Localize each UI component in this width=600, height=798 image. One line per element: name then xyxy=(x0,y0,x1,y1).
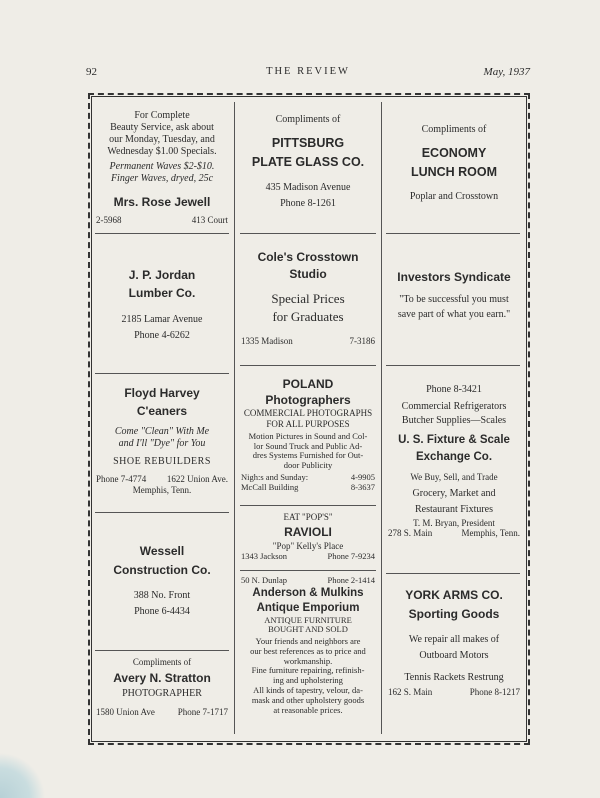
phone: Phone 7-4774 xyxy=(96,474,147,484)
phone: Phone 7-9234 xyxy=(327,550,375,561)
address: 1580 Union Ave xyxy=(96,707,155,718)
ad-york-arms xyxy=(384,586,524,698)
ad-text: Commercial Refrigerators xyxy=(401,401,507,412)
ad-text: door Publicity xyxy=(283,460,333,471)
phone: 7-3186 xyxy=(349,336,375,347)
phone: Phone 8-3421 xyxy=(426,384,482,395)
ad-text: Beauty Service, ask about xyxy=(110,122,214,133)
ad-divider xyxy=(240,365,376,366)
business-name: Cole's Crosstown xyxy=(257,250,359,264)
ad-text: our Monday, Tuesday, and xyxy=(109,134,215,145)
ad-text: We repair all makes of xyxy=(408,634,500,646)
phone: 2-5968 xyxy=(96,215,122,226)
ad-divider xyxy=(95,373,229,374)
business-name: RAVIOLI xyxy=(284,524,332,539)
business-name: LUNCH ROOM xyxy=(410,165,498,180)
ad-text: COMMERCIAL PHOTOGRAPHS xyxy=(243,408,373,419)
business-name: PLATE GLASS CO. xyxy=(251,154,365,169)
city: Memphis, Tenn. xyxy=(132,484,192,495)
address: 413 Court xyxy=(191,215,228,226)
ad-divider xyxy=(95,512,229,513)
ad-wessell xyxy=(92,542,232,620)
business-name: U. S. Fixture & Scale xyxy=(398,434,510,446)
ad-avery-stratton xyxy=(92,657,232,718)
ad-pittsburg-plate-glass xyxy=(237,114,379,212)
ad-divider xyxy=(95,650,229,651)
address: 388 No. Front xyxy=(133,590,191,602)
business-name: Construction Co. xyxy=(113,563,211,578)
page-header xyxy=(86,66,530,82)
ad-text: All kinds of tapestry, velour, da- xyxy=(253,685,363,695)
business-name: J. P. Jordan xyxy=(128,268,196,282)
business-name: Exchange Co. xyxy=(415,450,493,463)
business-name: Investors Syndicate xyxy=(397,270,511,284)
address: 162 S. Main xyxy=(388,687,433,698)
ad-text: Outboard Motors xyxy=(419,650,489,662)
ad-text: Special Prices xyxy=(271,290,345,306)
business-name: C'eaners xyxy=(136,404,188,418)
phone: Phone 6-4434 xyxy=(134,606,190,618)
ad-text: "Pop" Kelly's Place xyxy=(272,541,344,552)
business-name: Floyd Harvey xyxy=(124,386,200,400)
ad-text: Your friends and neighbors are xyxy=(255,636,361,647)
ad-text: ANTIQUE FURNITURE xyxy=(264,614,352,625)
ad-investors-syndicate xyxy=(384,270,524,322)
address: 2185 Lamar Avenue xyxy=(121,314,203,325)
phone: 8-3637 xyxy=(350,481,375,492)
ad-economy-lunch-room xyxy=(384,124,524,203)
ad-divider xyxy=(240,570,376,571)
address: Poplar and Crosstown xyxy=(409,190,499,202)
phone: Phone 4-6262 xyxy=(134,330,190,341)
ad-divider xyxy=(240,233,376,234)
business-name: Mrs. Rose Jewell xyxy=(113,195,211,209)
publication-title: THE REVIEW xyxy=(266,66,350,77)
ad-pops-ravioli xyxy=(237,512,379,562)
ad-text: workmanship. xyxy=(283,655,333,666)
phone: Phone 7-1717 xyxy=(177,707,228,718)
ad-text: "To be successful you must xyxy=(399,294,509,306)
ad-divider xyxy=(95,233,229,234)
ad-text: Come "Clean" With Me xyxy=(114,426,210,437)
ad-divider xyxy=(386,233,520,234)
ad-text: mask and other upholstery goods xyxy=(251,694,365,705)
ad-text: PHOTOGRAPHER xyxy=(122,688,202,700)
business-name: Studio xyxy=(289,267,327,282)
ad-text: Compliments of xyxy=(275,114,341,125)
business-name: POLAND xyxy=(282,377,334,391)
business-name: Anderson & Mulkins xyxy=(252,586,364,599)
ad-text: our best references as to price and xyxy=(250,645,366,656)
ad-text: Fine furniture repairing, refinish- xyxy=(251,665,365,676)
ad-text: for Graduates xyxy=(272,308,344,324)
ad-text: Nigh:s and Sunday: xyxy=(241,471,309,482)
ad-text: EAT "POP'S" xyxy=(283,512,333,522)
address: 278 S. Main xyxy=(388,528,433,539)
column-divider xyxy=(381,102,382,734)
ad-text: dres Systems Furnished for Out- xyxy=(252,450,364,461)
issue-date: May, 1937 xyxy=(483,66,530,78)
ad-text: We Buy, Sell, and Trade xyxy=(410,472,498,483)
phone: Phone 8-1261 xyxy=(280,197,336,209)
address: 1622 Union Ave. xyxy=(166,474,228,484)
ad-text: and I'll "Dye" for You xyxy=(118,438,206,449)
business-name: PITTSBURG xyxy=(271,136,345,150)
phone: Phone 2-1414 xyxy=(327,575,375,585)
ad-text: Restaurant Fixtures xyxy=(414,503,494,515)
ad-jp-jordan xyxy=(92,266,232,344)
address: 1343 Jackson xyxy=(241,550,288,561)
ad-text: lor Sound Truck and Public Ad- xyxy=(253,440,363,451)
ad-poland-photographers xyxy=(237,377,379,492)
page-number: 92 xyxy=(86,66,97,78)
ad-rose-jewell xyxy=(92,110,232,226)
ad-divider xyxy=(386,573,520,574)
column-divider xyxy=(234,102,235,734)
business-name: Avery N. Stratton xyxy=(113,670,211,685)
city: Memphis, Tenn. xyxy=(461,528,520,539)
address: 435 Madison Avenue xyxy=(265,181,351,193)
ad-text: T. M. Bryan, President xyxy=(413,517,495,528)
ad-text: FOR ALL PURPOSES xyxy=(266,418,350,429)
ad-text: BOUGHT AND SOLD xyxy=(268,624,348,635)
ad-text: Motion Pictures in Sound and Col- xyxy=(248,430,368,441)
business-name: Antique Emporium xyxy=(256,601,360,614)
business-name: Wessell xyxy=(139,544,185,558)
ad-text: ing and upholstering xyxy=(273,675,343,686)
business-name: ECONOMY xyxy=(421,146,487,160)
ad-text: SHOE REBUILDERS xyxy=(113,456,211,467)
business-name: Sporting Goods xyxy=(408,607,500,622)
ad-text: Permanent Waves $2-$10. xyxy=(109,161,215,172)
ad-text: save part of what you earn." xyxy=(397,309,511,321)
ad-text: Finger Waves, dryed, 25c xyxy=(110,173,214,184)
ad-text: Tennis Rackets Restrung xyxy=(404,672,504,684)
ad-coles-studio xyxy=(237,249,379,347)
ad-divider xyxy=(386,365,520,366)
business-name: Lumber Co. xyxy=(128,286,196,300)
business-name: YORK ARMS CO. xyxy=(405,588,503,602)
ad-text: McCall Building xyxy=(241,481,299,492)
address: 1335 Madison xyxy=(241,336,293,347)
ad-text: Grocery, Market and xyxy=(412,487,496,499)
business-name: Photographers xyxy=(265,392,351,407)
ad-text: at reasonable prices. xyxy=(273,704,343,715)
phone: 4-9905 xyxy=(350,471,375,482)
phone: Phone 8-1217 xyxy=(469,687,520,698)
ad-text: For Complete xyxy=(134,110,190,121)
ad-text: Compliments of xyxy=(421,124,487,135)
ad-anderson-mulkins xyxy=(237,576,379,715)
address: 50 N. Dunlap xyxy=(241,575,288,585)
ad-divider xyxy=(240,505,376,506)
ad-floyd-harvey xyxy=(92,384,232,496)
ad-text: Compliments of xyxy=(132,657,192,667)
ad-us-fixture-scale xyxy=(384,384,524,539)
ad-text: Butcher Supplies—Scales xyxy=(401,414,507,426)
ad-text: Wednesday $1.00 Specials. xyxy=(107,146,217,157)
page-stain xyxy=(0,738,60,798)
